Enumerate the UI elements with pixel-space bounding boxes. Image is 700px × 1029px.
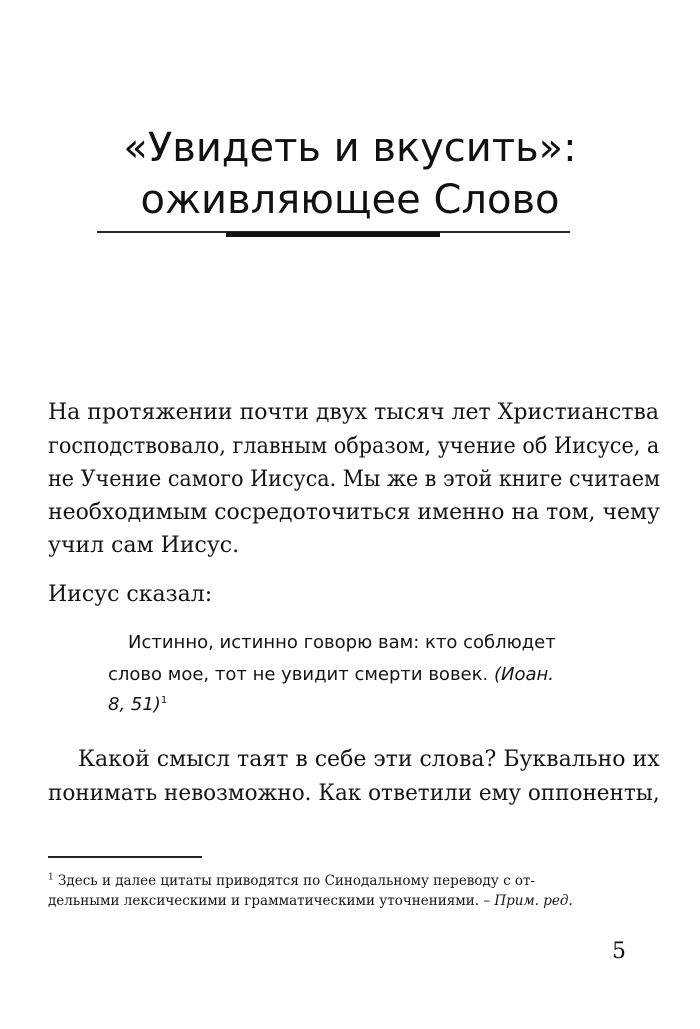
title-underline-thick <box>226 232 440 237</box>
quote-line-2 <box>108 662 554 688</box>
quote-line-1: Истинно, истинно говорю вам: кто соблюдет <box>128 632 556 653</box>
intro-line: Иисус сказал: <box>48 582 213 607</box>
page-number: 5 <box>612 939 626 964</box>
footnote-line-1 <box>48 871 535 891</box>
footnote-line-1-text: Здесь и далее цитаты приводятся по Синодальному переводу с от- <box>53 873 536 889</box>
paragraph-2-line-2: понимать невозможно. Как ответили ему оппоненты, <box>48 781 660 806</box>
paragraph-1-line-5: учил сам Иисус. <box>48 533 240 558</box>
chapter-title-line-2: оживляющее Слово <box>140 177 560 223</box>
paragraph-1-line-2: господствовало, главным образом, учение об Иисусе, а <box>48 434 660 459</box>
footnote-separator <box>48 856 202 858</box>
paragraph-1-line-4: необходимым сосредоточиться именно на том, чему <box>48 500 660 525</box>
paragraph-1-line-3: не Учение самого Иисуса. Мы же в этой книге считаем <box>48 467 661 492</box>
editor-note: – Прим. ред. <box>483 893 573 909</box>
footnote-line-2 <box>48 891 573 911</box>
footnote-mark: 1 <box>48 872 54 883</box>
footnote-mark-in-quote: 1 <box>160 695 168 706</box>
paragraph-2-line-1: Какой смысл таят в себе эти слова? Буквально их <box>78 747 660 772</box>
footnote-line-2-text: дельными лексическими и грамматическими уточнениями. <box>48 893 484 909</box>
quote-reference-start: (Иоан. <box>493 664 554 685</box>
quote-line-3 <box>108 692 167 718</box>
quote-line-2-text: слово мое, тот не увидит смерти вовек. <box>108 664 494 685</box>
chapter-title-line-1: «Увидеть и вкусить»: <box>123 125 577 171</box>
quote-reference-end: 8, 51) <box>108 694 161 715</box>
paragraph-1-line-1: На протяжении почти двух тысяч лет Христианства <box>48 400 660 425</box>
